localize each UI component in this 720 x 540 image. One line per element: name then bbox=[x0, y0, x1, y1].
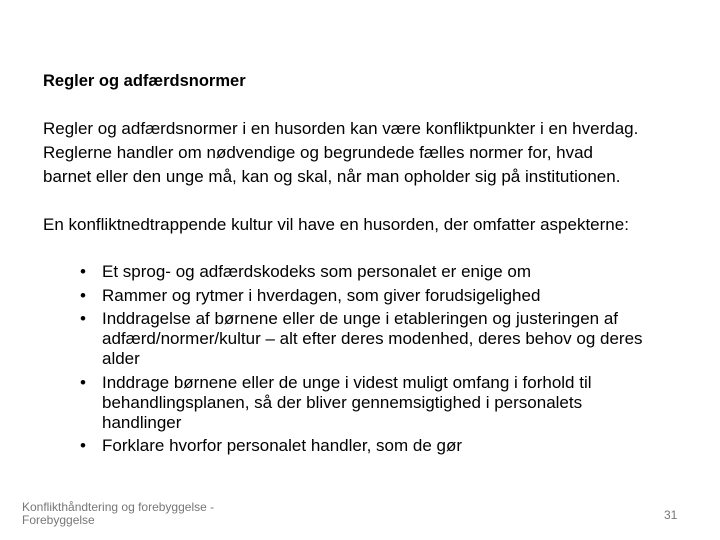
list-item bbox=[80, 309, 643, 369]
footer-line: Forebyggelse bbox=[22, 513, 95, 527]
list-item-line: Rammer og rytmer i hverdagen, som giver forudsigelighed bbox=[102, 285, 541, 305]
paragraph-line: Regler og adfærdsnormer i en husorden kan være konfliktpunkter i en hverdag. bbox=[43, 119, 639, 138]
list-item bbox=[80, 436, 643, 456]
bullet-icon: • bbox=[80, 285, 86, 305]
list-item bbox=[80, 373, 643, 433]
list-item-line: adfærd/normer/kultur – alt efter deres modenhed, deres behov og deres bbox=[102, 329, 643, 348]
aspects-intro: En konfliktnedtrappende kultur vil have en husorden, der omfatter aspekterne: bbox=[43, 215, 629, 234]
paragraph-line: Reglerne handler om nødvendige og begrundede fælles normer for, hvad bbox=[43, 143, 594, 162]
footer-line: Konflikthåndtering og forebyggelse - bbox=[22, 500, 215, 514]
list-item-line: Inddragelse af børnene eller de unge i etableringen og justeringen af bbox=[102, 309, 619, 328]
page-number: 31 bbox=[664, 508, 678, 522]
intro-paragraph bbox=[43, 117, 638, 189]
slide-title: Regler og adfærdsnormer bbox=[43, 72, 246, 90]
list-item-line: Et sprog- og adfærdskodeks som personalet er enige om bbox=[102, 262, 532, 281]
paragraph-line: barnet eller den unge må, kan og skal, når man opholder sig på institutionen. bbox=[43, 167, 621, 186]
bullet-icon: • bbox=[80, 262, 86, 281]
list-item-line: alder bbox=[102, 349, 140, 368]
aspects-list bbox=[80, 262, 643, 460]
footer-text bbox=[22, 501, 214, 527]
bullet-icon: • bbox=[80, 309, 86, 328]
bullet-icon: • bbox=[80, 436, 86, 455]
list-item-line: Forklare hvorfor personalet handler, som de gør bbox=[102, 436, 463, 455]
list-item bbox=[80, 286, 643, 306]
list-item-line: behandlingsplanen, så der bliver gennemsigtighed i personalets bbox=[102, 392, 583, 412]
bullet-icon: • bbox=[80, 372, 86, 392]
list-item bbox=[80, 262, 643, 282]
list-item-line: handlinger bbox=[102, 412, 182, 432]
list-item-line: Inddrage børnene eller de unge i videst muligt omfang i forhold til bbox=[102, 372, 592, 392]
